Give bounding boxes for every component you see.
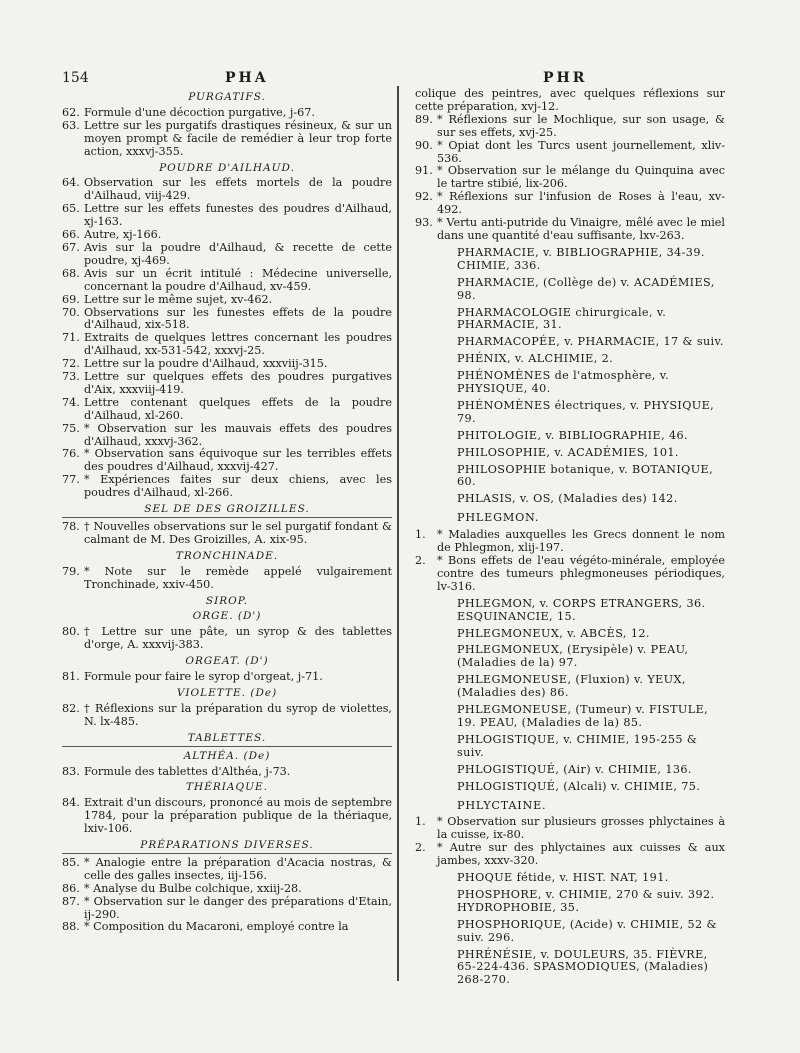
index-entry <box>415 114 725 140</box>
index-entry <box>62 703 392 729</box>
entry-number: 90. <box>415 138 433 152</box>
section-heading: VIOLETTE. (De) <box>176 686 278 699</box>
entry-text: Lettre sur la poudre d'Ailhaud, xxxviij-315. <box>84 357 328 371</box>
left-column <box>62 88 392 934</box>
cross-reference: PHITOLOGIE, v. BIBLIOGRAPHIE, 46. <box>457 428 688 442</box>
entry-number: 70. <box>62 305 80 319</box>
section-heading: SIROP. <box>205 594 249 607</box>
running-header-left: PHA <box>225 70 269 86</box>
index-entry <box>415 217 725 243</box>
entry-number: 81. <box>62 670 80 684</box>
index-entry <box>62 294 392 307</box>
cross-reference: PHLOGISTIQUE, v. CHIMIE, 195-255 & suiv. <box>457 732 698 759</box>
cross-reference: PHLEGMONEUSE, (Fluxion) v. YEUX, (Maladies des) 86. <box>457 673 686 700</box>
entry-number: 62. <box>62 105 80 119</box>
entry-text: † Réflexions sur la préparation du syrop de violettes, N. lx-485. <box>84 701 392 728</box>
entry-text: * Observation sur le danger des préparations d'Etain, ij-290. <box>84 894 392 921</box>
section-heading: ORGE. (D') <box>192 610 262 623</box>
cross-reference: PHLEGMONEUSE, (Tumeur) v. FISTULE, 19. PEAU, (Maladies de la) 85. <box>457 703 709 729</box>
index-entry <box>415 555 725 594</box>
entry-number: 85. <box>62 855 80 869</box>
index-entry <box>62 177 392 203</box>
cross-reference: PHÉNOMÈNES de l'atmosphère, v. PHYSIQUE, 40. <box>457 369 670 396</box>
entry-number: 91. <box>415 164 433 178</box>
cross-reference: PHLOGISTIQUÉ, (Alcali) v. CHIMIE, 75. <box>457 779 701 793</box>
index-entry <box>62 857 392 883</box>
entry-number: 66. <box>62 228 80 242</box>
cross-reference: PHARMACOLOGIE chirurgicale, v. PHARMACIE, 31. <box>457 305 667 332</box>
section-heading: PURGATIFS. <box>188 91 266 103</box>
entry-number: 1. <box>415 528 426 542</box>
entry-number: 68. <box>62 266 80 280</box>
entry-number: 69. <box>62 292 80 306</box>
index-entry <box>415 816 725 842</box>
section-heading: ORGEAT. (D') <box>185 655 269 668</box>
entry-number: 2. <box>415 554 426 567</box>
entry-number: 1. <box>415 815 426 829</box>
entry-text: * Observation sur plusieurs grosses phlyctaines à la cuisse, ix-80. <box>437 815 725 842</box>
index-entry <box>415 842 725 868</box>
index-entry <box>62 448 392 474</box>
index-entry <box>62 521 392 547</box>
section-heading: PRÉPARATIONS DIVERSES. <box>62 839 392 854</box>
entry-number: 89. <box>415 112 433 126</box>
section-heading: TABLETTES. <box>62 732 392 747</box>
index-entry <box>62 423 392 449</box>
entry-number: 83. <box>62 764 80 778</box>
entry-number: 72. <box>62 357 80 371</box>
entry-number: 87. <box>62 894 80 908</box>
column-divider <box>397 86 399 981</box>
entry-text: * Autre sur des phlyctaines aux cuisses & aux jambes, xxxv-320. <box>437 841 725 868</box>
entry-number: 64. <box>62 176 80 190</box>
index-entry <box>62 474 392 500</box>
running-header-right: PHR <box>543 70 588 86</box>
entry-text: Autre, xj-166. <box>84 228 162 242</box>
cross-reference: PHARMACOPÉE, v. PHARMACIE, 17 & suiv. <box>457 335 724 349</box>
entry-text: Formule pour faire le syrop d'orgeat, j-71. <box>84 670 323 684</box>
entry-text: * Analyse du Bulbe colchique, xxiij-28. <box>84 881 302 895</box>
headword: PHLYCTAINE. <box>457 798 547 812</box>
entry-text: Formule des tablettes d'Althéa, j-73. <box>84 764 291 778</box>
entry-number: 79. <box>62 564 80 578</box>
entry-text: * Bons effets de l'eau végéto-minérale, employée contre des tumeurs phlegmoneuses périodiques, lv-316. <box>437 554 725 593</box>
entry-text: * Observation sur le mélange du Quinquina avec le tartre stibié, lix-206. <box>437 164 725 191</box>
entry-number: 92. <box>415 190 433 204</box>
entry-number: 93. <box>415 216 433 230</box>
entry-text: * Expériences faites sur deux chiens, avec les poudres d'Ailhaud, xl-266. <box>84 473 392 500</box>
cross-reference: PHLASIS, v. OS, (Maladies des) 142. <box>457 492 678 506</box>
page-number: 154 <box>62 70 89 86</box>
entry-text: Observations sur les funestes effets de la poudre d'Ailhaud, xix-518. <box>84 305 392 332</box>
entry-text: Lettre sur les purgatifs drastiques résineux, & sur un moyen prompt & facile de remédier à leur trop forte action, xxxvj-355. <box>84 118 392 158</box>
index-entry <box>62 107 392 120</box>
headword: PHLEGMON. <box>457 511 540 525</box>
entry-text: Lettre sur les effets funestes des poudres d'Ailhaud, xj-163. <box>84 202 392 229</box>
index-entry <box>415 165 725 191</box>
entry-number: 67. <box>62 240 80 254</box>
entry-number: 76. <box>62 447 80 461</box>
entry-number: 86. <box>62 881 80 895</box>
continued-text: colique des peintres, avec quelques réflexions sur cette préparation, xvj-12. <box>415 87 725 113</box>
entry-text: † Lettre sur une pâte, un syrop & des tablettes d'orge, A. xxxvij-383. <box>84 625 392 652</box>
cross-reference: PHARMACIE, (Collège de) v. ACADÉMIES, 98. <box>457 275 715 302</box>
entry-text: Formule d'une décoction purgative, j-67. <box>84 105 315 119</box>
entry-text: * Observation sans équivoque sur les terribles effets des poudres d'Ailhaud, xxxvij-427. <box>84 447 392 474</box>
cross-reference: PHLEGMON, v. CORPS ETRANGERS, 36. ESQUINANCIE, 15. <box>457 596 706 623</box>
entry-text: Avis sur un écrit intitulé : Médecine universelle, concernant la poudre d'Ailhaud, xv-459. <box>84 266 392 293</box>
index-entry <box>62 397 392 423</box>
entry-text: * Réflexions sur le Mochlique, sur son usage, & sur ses effets, xvj-25. <box>437 112 725 139</box>
index-entry <box>62 566 392 592</box>
cross-reference: PHLEGMONEUX, v. ABCÈS, 12. <box>457 626 650 640</box>
entry-number: 80. <box>62 625 80 639</box>
entry-text: † Nouvelles observations sur le sel purgatif fondant & calmant de M. Des Groizilles, A. xix-95. <box>84 520 392 546</box>
index-entry <box>415 529 725 555</box>
cross-reference: PHÉNIX, v. ALCHIMIE, 2. <box>457 352 614 366</box>
entry-number: 65. <box>62 202 80 216</box>
entry-text: * Analogie entre la préparation d'Acacia nostras, & celle des galles insectes, iij-156. <box>84 855 392 882</box>
entry-text: * Note sur le remède appelé vulgairement Tronchinade, xxiv-450. <box>84 564 392 591</box>
cross-reference: PHOQUE fétide, v. HIST. NAT, 191. <box>457 871 669 885</box>
entry-number: 75. <box>62 421 80 435</box>
entry-number: 84. <box>62 796 80 810</box>
entry-number: 74. <box>62 395 80 409</box>
index-entry <box>415 140 725 166</box>
cross-reference: PHILOSOPHIE, v. ACADÉMIES, 101. <box>457 445 679 459</box>
entry-text: Lettre contenant quelques effets de la poudre d'Ailhaud, xl-260. <box>84 395 392 422</box>
cross-reference: PHRÉNÉSIE, v. DOULEURS, 35. FIÈVRE, 65-224-436. SPASMODIQUES, (Maladies) 268-270. <box>457 947 709 987</box>
index-entry <box>62 242 392 268</box>
right-column <box>415 88 725 989</box>
section-heading: ALTHÉA. (De) <box>183 749 271 762</box>
entry-number: 63. <box>62 118 80 132</box>
entry-number: 73. <box>62 370 80 384</box>
entry-text: Observation sur les effets mortels de la poudre d'Ailhaud, viij-429. <box>84 176 392 203</box>
cross-reference: PHOSPHORIQUE, (Acide) v. CHIMIE, 52 & suiv. 296. <box>457 917 717 944</box>
index-entry <box>62 120 392 159</box>
index-entry <box>62 626 392 652</box>
entry-number: 88. <box>62 920 80 934</box>
entry-number: 78. <box>62 520 80 533</box>
entry-text: Extrait d'un discours, prononcé au mois de septembre 1784, pour la préparation publique de la thériaque, lxiv-106. <box>84 796 392 836</box>
index-entry <box>62 766 392 779</box>
cross-reference: PHARMACIE, v. BIBLIOGRAPHIE, 34-39. CHIMIE, 336. <box>457 245 705 272</box>
index-entry <box>62 307 392 333</box>
entry-text: * Maladies auxquelles les Grecs donnent le nom de Phlegmon, xlij-197. <box>437 528 725 555</box>
cross-reference: PHLOGISTIQUÉ, (Air) v. CHIMIE, 136. <box>457 762 692 776</box>
index-entry <box>62 797 392 836</box>
entry-text: * Observation sur les mauvais effets des poudres d'Ailhaud, xxxvj-362. <box>84 421 392 448</box>
entry-text: * Opiat dont les Turcs usent journellement, xliv-536. <box>437 138 725 165</box>
entry-number: 82. <box>62 701 80 715</box>
index-entry <box>62 203 392 229</box>
index-entry <box>415 191 725 217</box>
index-entry <box>62 671 392 684</box>
entry-text: Lettre sur le même sujet, xv-462. <box>84 292 273 306</box>
index-entry <box>62 371 392 397</box>
entry-text: Lettre sur quelques effets des poudres purgatives d'Aix, xxxviij-419. <box>84 370 392 396</box>
section-heading: POUDRE D'AILHAUD. <box>159 161 295 174</box>
cross-reference: PHLEGMONEUX, (Erysipèle) v. PEAU, (Maladies de la) 97. <box>457 643 689 670</box>
cross-reference: PHILOSOPHIE botanique, v. BOTANIQUE, 60. <box>457 462 714 489</box>
entry-number: 77. <box>62 473 80 487</box>
entry-number: 2. <box>415 841 426 855</box>
index-entry <box>62 883 392 896</box>
entry-text: * Composition du Macaroni, employé contre la <box>84 920 349 934</box>
entry-text: * Vertu anti-putride du Vinaigre, mêlé avec le miel dans une quantité d'eau suffisante, lxv-263. <box>437 216 725 242</box>
entry-number: 71. <box>62 331 80 345</box>
index-entry <box>62 268 392 294</box>
entry-text: Avis sur la poudre d'Ailhaud, & recette de cette poudre, xj-469. <box>84 240 392 267</box>
index-entry <box>62 896 392 922</box>
cross-reference: PHÉNOMÈNES électriques, v. PHYSIQUE, 79. <box>457 398 715 425</box>
index-entry <box>62 332 392 358</box>
section-heading: SEL DE DES GROIZILLES. <box>62 503 392 518</box>
cross-reference: PHOSPHORE, v. CHIMIE, 270 & suiv. 392. HYDROPHOBIE, 35. <box>457 887 715 914</box>
section-heading: THÉRIAQUE. <box>186 781 268 794</box>
section-heading: TRONCHINADE. <box>175 549 279 562</box>
entry-text: Extraits de quelques lettres concernant les poudres d'Ailhaud, xx-531-542, xxxvj-25. <box>84 331 392 358</box>
index-entry <box>62 921 392 934</box>
entry-text: * Réflexions sur l'infusion de Roses à l'eau, xv-492. <box>437 190 725 217</box>
